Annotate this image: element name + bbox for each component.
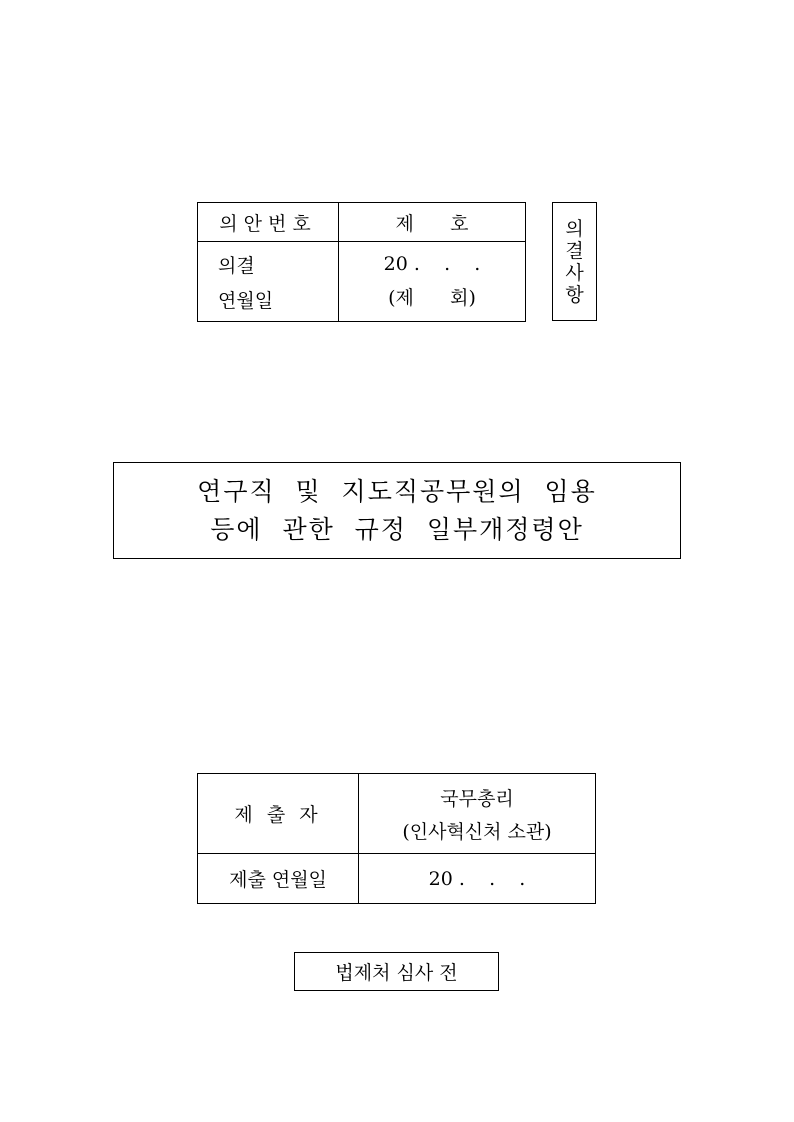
- submitter-value: [359, 774, 596, 854]
- bill-info-table: [197, 202, 526, 322]
- submission-date-value: 20 . . .: [359, 854, 596, 904]
- resolution-date-value-line2: (제 회): [388, 287, 476, 309]
- bill-number-row: [198, 203, 526, 242]
- resolution-date-label-line1: 의결: [218, 254, 255, 277]
- submitter-value-line1: 국무총리: [440, 787, 514, 810]
- bill-number-label: 의안번호: [198, 203, 339, 242]
- resolution-date-label-line2: 연월일: [218, 289, 274, 312]
- decision-char: 결: [565, 239, 584, 262]
- resolution-date-value-line1: 20 . . .: [383, 253, 481, 275]
- title-line-2: 등에 관한 규정 일부개정령안: [210, 514, 584, 544]
- submitter-row: [198, 774, 596, 854]
- review-stamp: [294, 952, 499, 991]
- submission-date-label: 제출 연월일: [198, 854, 359, 904]
- resolution-date-row: [198, 242, 526, 322]
- resolution-date-value: [339, 242, 526, 322]
- document-title: [113, 462, 681, 559]
- submission-date-row: [198, 854, 596, 904]
- review-stamp-text: 법제처 심사 전: [335, 962, 458, 984]
- decision-box: [552, 202, 597, 321]
- bill-number-value: 제 호: [339, 203, 526, 242]
- title-line-1: 연구직 및 지도직공무원의 임용: [197, 476, 597, 506]
- resolution-date-label: [198, 242, 339, 322]
- submitter-value-line2: (인사혁신처 소관): [402, 820, 552, 843]
- decision-char: 의: [565, 217, 584, 240]
- submitter-label: 제 출 자: [198, 774, 359, 854]
- decision-char: 항: [565, 283, 584, 306]
- decision-char: 사: [565, 261, 584, 284]
- submission-table: [197, 773, 596, 904]
